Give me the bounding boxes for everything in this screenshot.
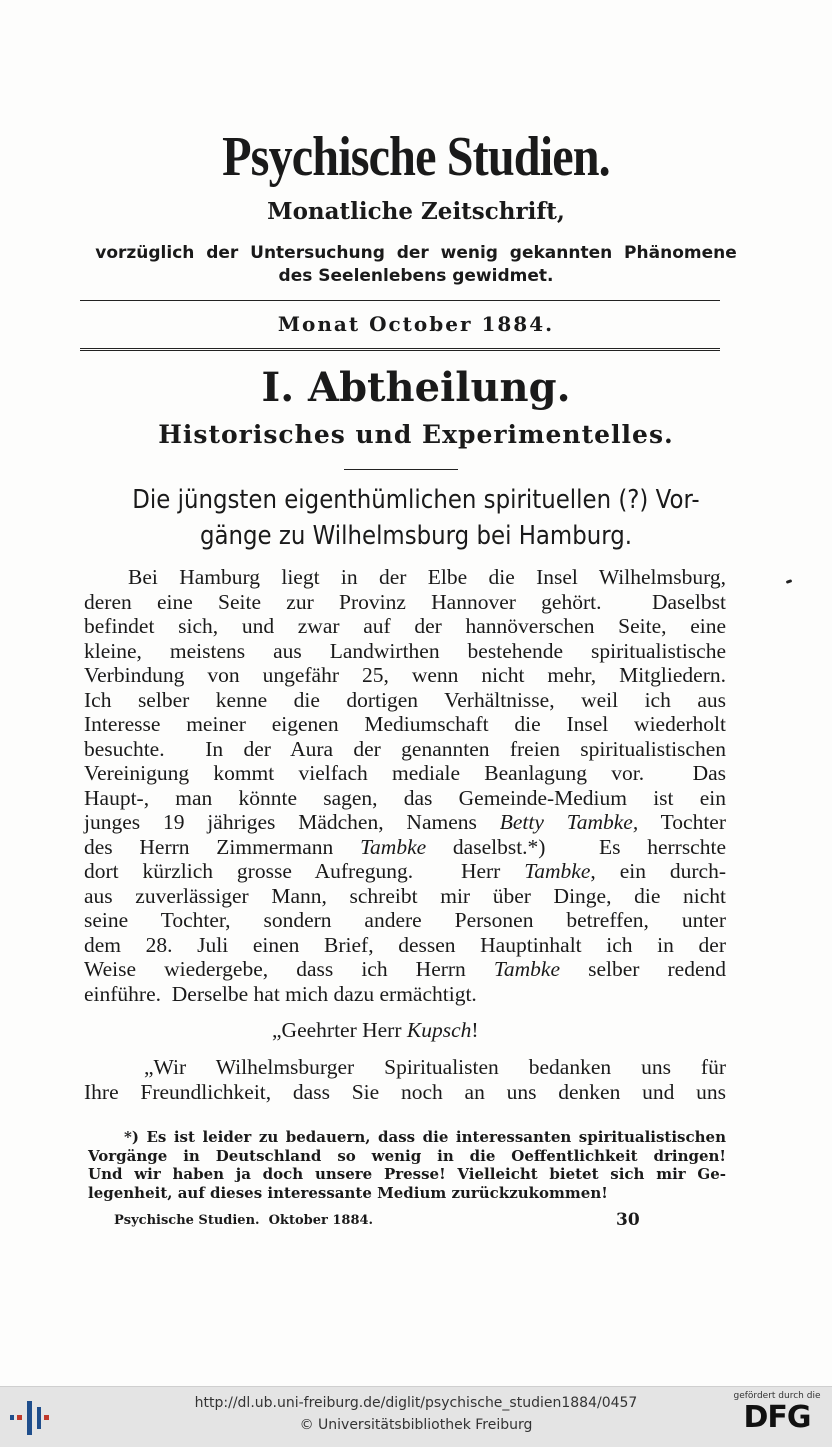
body-line-mixed [84, 957, 726, 982]
body-text: Tochter [638, 810, 727, 834]
permalink-url[interactable]: http://dl.ub.uni-freiburg.de/diglit/psychische_studien1884/0457 [194, 1395, 638, 1411]
viewer-footer-bar [0, 1386, 832, 1447]
article-title-line-1: Die jüngsten eigenthümlichen spirituellen (?) Vor- [132, 485, 700, 515]
letter-body [84, 1055, 726, 1104]
body-line: einführe. Derselbe hat mich dazu ermächtigt. [84, 981, 477, 1006]
journal-subtitle: Monatliche Zeitschrift, [267, 198, 565, 225]
header-rule-bottom [80, 348, 720, 351]
footnote [88, 1128, 726, 1202]
body-line: Bei Hamburg liegt in der Elbe die Insel Wilhelmsburg, [128, 565, 726, 589]
body-line: kleine, meistens aus Landwirthen bestehende spiritualistische [84, 638, 726, 663]
section-title: I. Abtheilung. [261, 364, 571, 411]
body-line: Vereinigung kommt vielfach mediale Beanlagung vor. Das [84, 761, 726, 785]
body-line: seine Tochter, sondern andere Personen betreffen, unter [84, 908, 726, 932]
header-rule-top [80, 300, 720, 301]
body-line-mixed [84, 810, 726, 835]
body-line-mixed [84, 859, 726, 884]
body-text: , ein durch- [590, 859, 726, 883]
salutation-suffix: ! [471, 1018, 479, 1042]
journal-title: Psychische Studien. [222, 126, 610, 188]
body-line: Ich selber kenne die dortigen Verhältnisse, weil ich aus [84, 687, 726, 712]
footnote-line: *) Es ist leider zu bedauern, dass die interessanten spiritualistischen [124, 1128, 726, 1146]
section-subtitle: Historisches und Experimentelles. [158, 420, 674, 449]
body-line: Interesse meiner eigenen Mediumschaft die Insel wiederholt [84, 712, 726, 736]
letter-salutation [272, 1018, 479, 1043]
page-number: 30 [616, 1210, 640, 1230]
letter-line: „Wir Wilhelmsburger Spiritualisten bedanken uns für [144, 1055, 726, 1079]
copyright-notice: © Universitätsbibliothek Freiburg [299, 1417, 533, 1433]
salutation-prefix: „Geehrter Herr [272, 1018, 407, 1042]
salutation-name: Kupsch [406, 1018, 472, 1042]
letter-line: Ihre Freundlichkeit, dass Sie noch an uns denken und uns [84, 1079, 726, 1104]
journal-tagline [0, 242, 832, 288]
body-line: aus zuverlässiger Mann, schreibt mir über Dinge, die nicht [84, 883, 726, 908]
body-text: selber redend [560, 957, 726, 981]
footnote-line: Und wir haben ja doch unsere Presse! Vielleicht bietet sich mir Ge- [88, 1165, 726, 1183]
article-body [84, 565, 726, 1006]
article-title-line-2: gänge zu Wilhelmsburg bei Hamburg. [199, 521, 633, 551]
article-title [50, 482, 782, 554]
body-line-mixed [84, 835, 726, 860]
body-line: befindet sich, und zwar auf der hannöverschen Seite, eine [84, 614, 726, 638]
body-text: des Herrn Zimmermann [84, 834, 361, 859]
person-name-italic: Tambke [524, 859, 591, 883]
person-name-italic: Tambke [360, 834, 427, 859]
body-line: deren eine Seite zur Provinz Hannover gehört. Daselbst [84, 589, 726, 614]
body-line: besuchte. In der Aura der genannten freien spiritualistischen [84, 736, 726, 761]
footnote-line: legenheit, auf dieses interessante Medium zurückzukommen! [88, 1183, 608, 1202]
dfg-logo: DFG [743, 1400, 811, 1435]
ink-speck [786, 579, 793, 584]
section-divider [344, 469, 458, 470]
body-line: dem 28. Juli einen Brief, dessen Hauptinhalt ich in der [84, 932, 726, 957]
body-text: dort kürzlich grosse Aufregung. Herr [84, 859, 525, 883]
body-line: Haupt-, man könnte sagen, das Gemeinde-Medium ist ein [84, 785, 726, 810]
tagline-line-1: vorzüglich der Untersuchung der wenig gekannten Phänomene [95, 243, 737, 263]
dfg-caption: gefördert durch die [733, 1391, 821, 1401]
footnote-line: Vorgänge in Deutschland so wenig in die Oeffentlichkeit dringen! [88, 1146, 726, 1165]
dfg-badge[interactable] [732, 1391, 822, 1443]
body-text: junges 19 jähriges Mädchen, Namens [84, 810, 500, 834]
person-name-italic: Betty Tambke, [499, 810, 639, 834]
body-text: daselbst.*) Es herrschte [426, 834, 726, 859]
running-footer: Psychische Studien. Oktober 1884. [114, 1213, 374, 1228]
tagline-line-2: des Seelenlebens gewidmet. [278, 266, 554, 286]
person-name-italic: Tambke [493, 957, 560, 981]
issue-month: Monat October 1884. [277, 312, 555, 336]
body-text: Weise wiedergebe, dass ich Herrn [84, 957, 494, 981]
body-line: Verbindung von ungefähr 25, wenn nicht mehr, Mitgliedern. [84, 663, 726, 687]
